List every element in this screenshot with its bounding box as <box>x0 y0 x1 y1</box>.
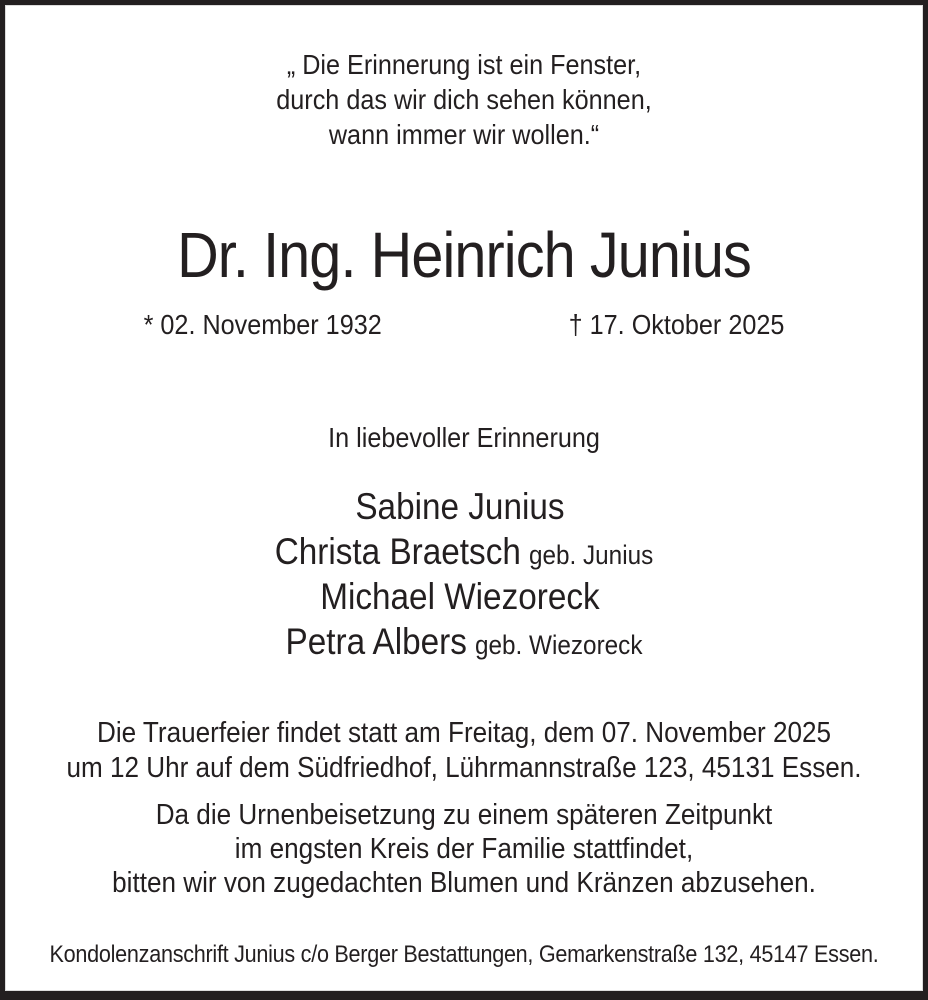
quote-line-2: durch das wir dich sehen können, <box>276 84 652 115</box>
deceased-name: Dr. Ing. Heinrich Junius <box>177 219 751 291</box>
memoriam-line: In liebevoller Erinnerung <box>328 422 600 453</box>
quote-line-3: wann immer wir wollen.“ <box>328 119 600 150</box>
obituary-content <box>5 47 923 970</box>
death-date: † 17. Oktober 2025 <box>568 309 785 340</box>
quote-line-1: „ Die Erinnerung ist ein Fenster, <box>286 49 642 80</box>
mourner-line <box>5 576 923 621</box>
mourner-name: Sabine Junius <box>355 486 565 527</box>
funeral-info <box>5 716 923 786</box>
mourner-name: Petra Albers <box>285 621 467 662</box>
birth-date: * 02. November 1932 <box>143 309 382 340</box>
mourners-list <box>5 486 923 666</box>
mourner-line <box>5 621 923 666</box>
mourner-name: Christa Braetsch <box>274 531 521 572</box>
urn-burial-info <box>5 798 923 900</box>
funeral-line-1: Die Trauerfeier findet statt am Freitag, dem 07. November 2025 <box>96 717 832 749</box>
urn-line-1: Da die Urnenbeisetzung zu einem späteren Zeitpunkt <box>155 799 773 831</box>
mourner-name: Michael Wiezoreck <box>320 576 600 617</box>
urn-line-3: bitten wir von zugedachten Blumen und Kränzen abzusehen. <box>112 867 816 899</box>
life-dates <box>144 308 785 341</box>
funeral-line-2: um 12 Uhr auf dem Südfriedhof, Lührmannstraße 123, 45131 Essen. <box>66 752 862 784</box>
memorial-quote <box>5 47 923 152</box>
urn-line-2: im engsten Kreis der Familie stattfindet, <box>234 833 694 865</box>
mourner-suffix: geb. Wiezoreck <box>475 630 643 660</box>
condolence-address: Kondolenzanschrift Junius c/o Berger Bestattungen, Gemarkenstraße 132, 45147 Essen. <box>49 941 879 968</box>
mourner-suffix: geb. Junius <box>528 540 654 570</box>
mourner-line <box>5 531 923 576</box>
mourner-line <box>5 486 923 531</box>
